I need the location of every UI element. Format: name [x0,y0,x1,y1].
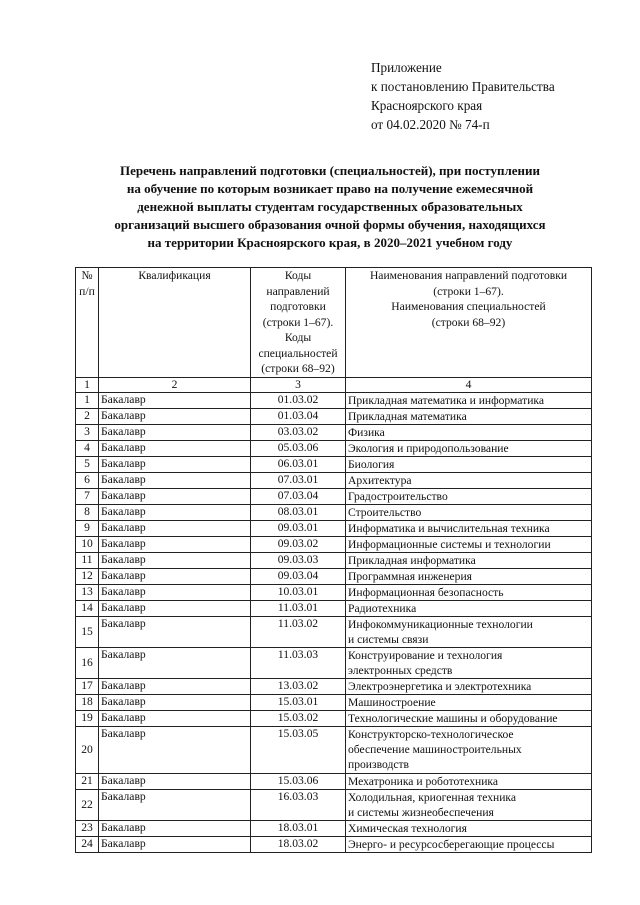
header-line: (строки 68–92) [431,315,506,329]
row-number: 15 [76,616,99,647]
row-code: 01.03.02 [251,392,346,408]
appendix-line: Красноярского края [371,98,483,113]
row-name [346,504,592,520]
row-name-line: обеспечение машиностроительных [348,742,522,756]
header-line: № [81,269,93,282]
column-number-row [76,377,592,392]
row-qualification: Бакалавр [99,520,251,536]
row-name [346,726,592,773]
row-number: 10 [76,536,99,552]
specialties-table [75,267,592,853]
appendix-line: от 04.02.2020 № 74-п [371,117,490,132]
row-number: 24 [76,836,99,852]
row-name-line: Программная инженерия [348,569,473,583]
row-name [346,408,592,424]
row-name-line: Градостроительство [348,489,448,503]
row-number: 19 [76,710,99,726]
row-name-line: Радиотехника [348,601,417,615]
row-name [346,536,592,552]
row-name-line: Химическая технология [348,821,467,835]
row-qualification: Бакалавр [99,424,251,440]
row-number: 14 [76,600,99,616]
table-row [76,408,592,424]
row-qualification: Бакалавр [99,616,251,647]
row-name [346,789,592,820]
table-row [76,694,592,710]
row-name [346,616,592,647]
row-code: 15.03.06 [251,773,346,789]
row-code: 10.03.01 [251,584,346,600]
header-line: Квалификация [138,269,211,282]
header-line: (строки 68–92) [261,362,335,375]
table-row [76,392,592,408]
header-line: п/п [79,284,95,298]
column-number: 2 [99,377,251,392]
row-name [346,440,592,456]
row-number: 23 [76,820,99,836]
row-qualification: Бакалавр [99,726,251,773]
row-name [346,456,592,472]
row-number: 3 [76,424,99,440]
row-code: 09.03.04 [251,568,346,584]
appendix-line: к постановлению Правительства [371,79,555,94]
table-row [76,552,592,568]
header-codes [251,268,346,378]
row-code: 09.03.02 [251,536,346,552]
row-code: 11.03.01 [251,600,346,616]
row-qualification: Бакалавр [99,552,251,568]
row-name-line: Машиностроение [348,695,436,709]
table-row [76,584,592,600]
row-code: 09.03.01 [251,520,346,536]
header-line: Коды [284,331,312,344]
header-qualification [99,268,251,378]
row-number: 7 [76,488,99,504]
row-code: 05.03.06 [251,440,346,456]
title-line: денежной выплаты студентам государственных образовательных [137,199,523,214]
row-name [346,520,592,536]
row-code: 18.03.02 [251,836,346,852]
table-row [76,472,592,488]
row-name-line: и системы жизнеобеспечения [348,805,494,819]
row-number: 22 [76,789,99,820]
row-number: 11 [76,552,99,568]
table-row [76,678,592,694]
header-line: Коды [284,269,312,282]
header-line: направлений [266,284,330,298]
row-name-line: Электроэнергетика и электротехника [348,679,532,693]
row-qualification: Бакалавр [99,694,251,710]
row-name-line: Прикладная математика и информатика [348,393,545,407]
row-name-line: Энерго- и ресурсосберегающие процессы [348,837,555,851]
row-number: 16 [76,647,99,678]
row-qualification: Бакалавр [99,440,251,456]
row-qualification: Бакалавр [99,504,251,520]
row-number: 20 [76,726,99,773]
row-name-line: Холодильная, криогенная техника [348,790,517,804]
row-code: 11.03.03 [251,647,346,678]
row-code: 15.03.05 [251,726,346,773]
row-number: 2 [76,408,99,424]
row-name [346,568,592,584]
table-body [76,392,592,852]
table-row [76,726,592,773]
row-qualification: Бакалавр [99,408,251,424]
row-number: 5 [76,456,99,472]
header-line: подготовки [270,300,326,313]
row-name-line: Мехатроника и робототехника [348,774,499,788]
row-number: 13 [76,584,99,600]
row-name-line: электронных средств [348,663,453,677]
header-number [76,268,99,378]
header-line: специальностей [258,346,338,360]
row-qualification: Бакалавр [99,456,251,472]
table-row [76,820,592,836]
row-name-line: Физика [348,425,385,439]
column-number: 3 [251,377,346,392]
row-code: 07.03.04 [251,488,346,504]
document-title [60,162,600,252]
row-code: 18.03.01 [251,820,346,836]
row-name [346,552,592,568]
row-name-line: Экология и природопользование [348,441,509,455]
header-line: Наименования направлений подготовки [369,269,568,282]
row-code: 01.03.04 [251,408,346,424]
row-name-line: Строительство [348,505,422,519]
row-name-line: и системы связи [348,632,429,646]
row-name-line: Информационные системы и технологии [348,537,551,551]
table-row [76,773,592,789]
row-name [346,584,592,600]
column-number: 1 [76,377,99,392]
row-name [346,472,592,488]
table-row [76,440,592,456]
row-qualification: Бакалавр [99,647,251,678]
table-row [76,504,592,520]
row-name-line: Инфокоммуникационные технологии [348,617,533,631]
row-qualification: Бакалавр [99,488,251,504]
row-qualification: Бакалавр [99,536,251,552]
row-qualification: Бакалавр [99,789,251,820]
row-name-line: Информатика и вычислительная техника [348,521,550,535]
row-qualification: Бакалавр [99,568,251,584]
row-code: 09.03.03 [251,552,346,568]
row-name [346,647,592,678]
row-name [346,710,592,726]
header-line: (строки 1–67). [433,284,504,298]
row-qualification: Бакалавр [99,773,251,789]
row-number: 21 [76,773,99,789]
row-code: 13.03.02 [251,678,346,694]
row-name [346,773,592,789]
row-number: 9 [76,520,99,536]
row-qualification: Бакалавр [99,392,251,408]
title-line: организаций высшего образования очной формы обучения, находящихся [114,217,546,232]
table-row [76,536,592,552]
row-qualification: Бакалавр [99,600,251,616]
appendix-line: Приложение [371,60,442,75]
row-name-line: Информационная безопасность [348,585,504,599]
row-number: 12 [76,568,99,584]
row-name-line: Прикладная информатика [348,553,476,567]
row-name-line: Конструирование и технология [348,648,503,662]
row-name [346,488,592,504]
row-name [346,820,592,836]
column-number: 4 [346,377,592,392]
row-qualification: Бакалавр [99,836,251,852]
header-names [346,268,592,378]
row-name-line: Биология [348,457,395,471]
row-code: 08.03.01 [251,504,346,520]
row-name [346,694,592,710]
header-line: (строки 1–67). [262,315,334,329]
row-code: 15.03.01 [251,694,346,710]
table-row [76,600,592,616]
row-qualification: Бакалавр [99,472,251,488]
title-line: на территории Красноярского края, в 2020–2021 учебном году [147,235,513,250]
row-name-line: Конструкторско-технологическое [348,727,514,741]
row-qualification: Бакалавр [99,678,251,694]
row-name [346,392,592,408]
row-name-line: производств [348,757,410,771]
table-row [76,456,592,472]
row-number: 8 [76,504,99,520]
table-row [76,710,592,726]
table-row [76,488,592,504]
title-line: Перечень направлений подготовки (специальностей), при поступлении [119,163,540,178]
appendix-block [371,58,555,134]
header-line: Наименования специальностей [391,300,546,313]
row-code: 06.03.01 [251,456,346,472]
table-row [76,424,592,440]
row-name-line: Архитектура [348,473,412,487]
row-qualification: Бакалавр [99,820,251,836]
row-code: 03.03.02 [251,424,346,440]
row-qualification: Бакалавр [99,584,251,600]
row-number: 6 [76,472,99,488]
table-row [76,789,592,820]
row-code: 11.03.02 [251,616,346,647]
row-name [346,424,592,440]
table-header-row [76,268,592,378]
title-line: на обучение по которым возникает право на получение ежемесячной [126,181,534,196]
row-number: 18 [76,694,99,710]
row-name [346,678,592,694]
row-qualification: Бакалавр [99,710,251,726]
row-code: 15.03.02 [251,710,346,726]
table-row [76,647,592,678]
table-row [76,568,592,584]
table-row [76,616,592,647]
row-name-line: Технологические машины и оборудование [348,711,558,725]
row-number: 1 [76,392,99,408]
row-number: 4 [76,440,99,456]
table-row [76,520,592,536]
table-row [76,836,592,852]
row-name-line: Прикладная математика [348,409,467,423]
row-number: 17 [76,678,99,694]
row-code: 07.03.01 [251,472,346,488]
row-code: 16.03.03 [251,789,346,820]
row-name [346,836,592,852]
row-name [346,600,592,616]
